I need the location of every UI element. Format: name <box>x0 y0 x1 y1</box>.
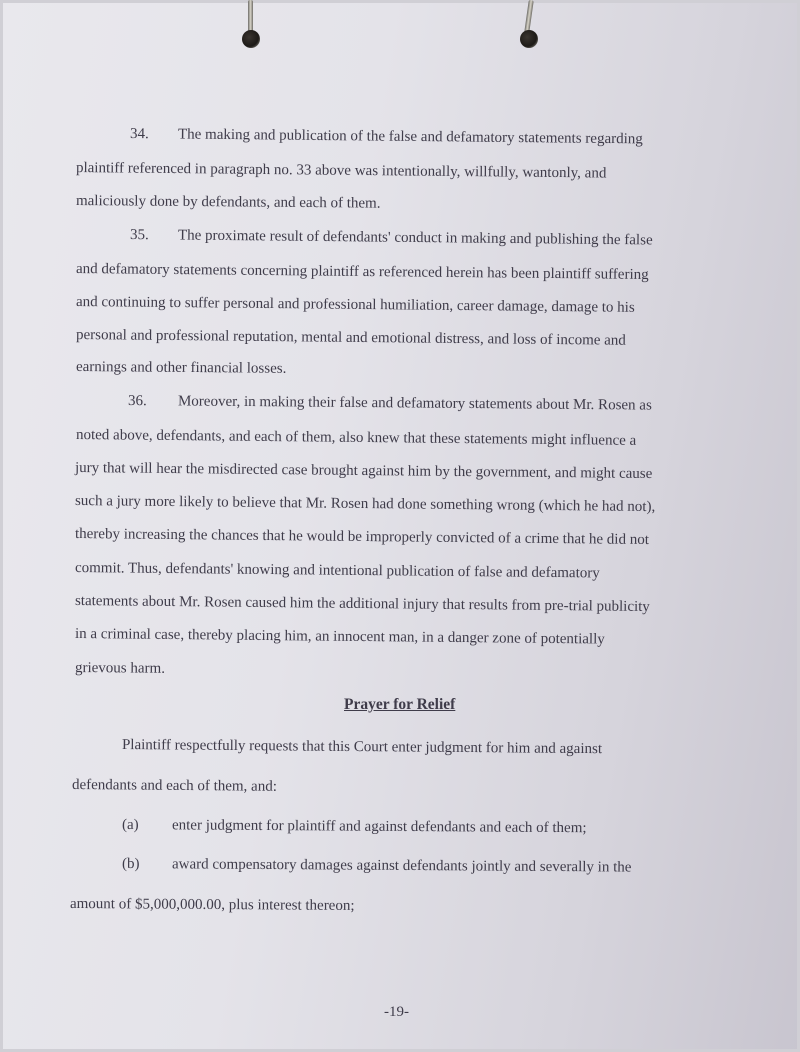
paragraph-line: and defamatory statements concerning plaintiff as referenced herein has been plaintiff suffering <box>75 261 649 283</box>
relief-item-text: amount of $5,000,000.00, plus interest thereon; <box>69 896 355 914</box>
paragraph-line: The proximate result of defendants' conduct in making and publishing the false <box>177 227 653 249</box>
paragraph-line: and continuing to suffer personal and professional humiliation, career damage, damage to his <box>75 294 635 316</box>
paragraph-line: statements about Mr. Rosen caused him the additional injury that results from pre-trial publicity <box>74 593 650 616</box>
prayer-intro-line: defendants and each of them, and: <box>71 777 277 795</box>
paragraph-line: The making and publication of the false and defamatory statements regarding <box>177 126 643 148</box>
paragraph-line: Moreover, in making their false and defamatory statements about Mr. Rosen as <box>177 393 652 414</box>
paragraph-line: noted above, defendants, and each of them, also knew that these statements might influence a <box>75 427 637 449</box>
prayer-intro-line: Plaintiff respectfully requests that this Court enter judgment for him and against <box>121 737 603 758</box>
paragraph-line: commit. Thus, defendants' knowing and intentional publication of false and defamatory <box>74 560 600 582</box>
paragraph-line: earnings and other financial losses. <box>75 359 287 377</box>
section-heading: Prayer for Relief <box>344 696 456 713</box>
relief-item-b <box>122 856 632 877</box>
paragraph-line: jury that will hear the misdirected case brought against him by the government, and might cause <box>74 460 653 483</box>
relief-item-text: award compensatory damages against defendants jointly and severally in the <box>171 856 632 876</box>
paragraph-number: 36. <box>127 393 147 410</box>
paragraph-number: 35. <box>129 227 149 244</box>
paragraph-line: grievous harm. <box>74 660 166 677</box>
paragraph-line: in a criminal case, thereby placing him, an innocent man, in a danger zone of potentially <box>74 626 605 648</box>
paragraph-line: maliciously done by defendants, and each of them. <box>75 193 381 212</box>
relief-item-label: (a) <box>121 817 139 834</box>
page-number: -19- <box>384 1004 409 1020</box>
paragraph-line: plaintiff referenced in paragraph no. 33 above was intentionally, willfully, wantonly, and <box>75 160 607 182</box>
paragraph-line: thereby increasing the chances that he would be improperly convicted of a crime that he did not <box>74 526 650 549</box>
paragraph-line: personal and professional reputation, mental and emotional distress, and loss of income and <box>75 327 626 349</box>
paragraph-number: 34. <box>129 126 149 143</box>
paragraph-line: such a jury more likely to believe that Mr. Rosen had done something wrong (which he had not), <box>74 493 656 516</box>
relief-item-text: enter judgment for plaintiff and against defendants and each of them; <box>171 817 587 837</box>
relief-item-label: (b) <box>121 856 140 873</box>
relief-item-a <box>122 817 587 837</box>
